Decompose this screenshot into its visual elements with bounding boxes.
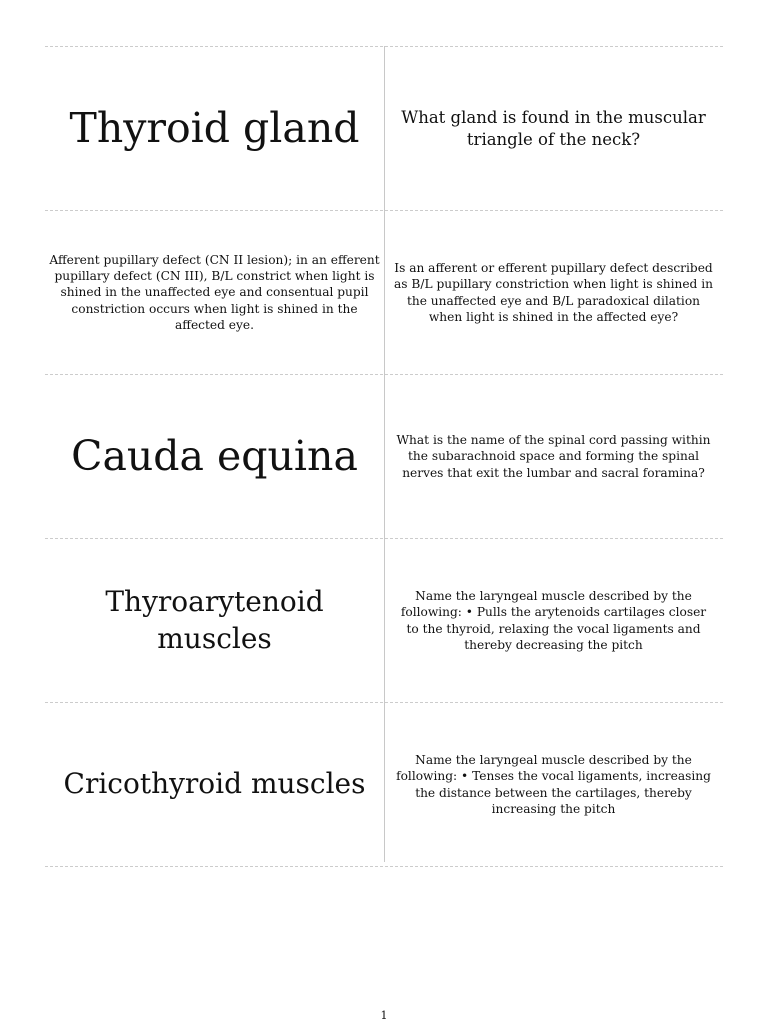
card-question xyxy=(384,47,723,210)
question-text: Name the laryngeal muscle described by the following: • Pulls the arytenoids cartilages closer to the thyroid, relaxing the vocal ligaments and thereby decreasing the pitch xyxy=(400,589,707,652)
card-answer xyxy=(45,375,384,538)
column-divider xyxy=(384,46,385,862)
question-text: Is an afferent or efferent pupillary defect described as B/L pupillary constriction when light is shined in the unaffected eye and B/L paradoxical dilation when light is shined in the affected eye? xyxy=(394,261,713,324)
answer-text: Cauda equina xyxy=(71,431,358,480)
card-answer xyxy=(45,47,384,210)
question-text: What gland is found in the muscular triangle of the neck? xyxy=(401,108,706,149)
answer-text: Thyroarytenoid muscles xyxy=(105,585,324,655)
question-text: Name the laryngeal muscle described by the following: • Tenses the vocal ligaments, increasing the distance between the cartilages, thereby increasing the pitch xyxy=(396,753,711,816)
page-number: 1 xyxy=(380,1009,388,1022)
card-answer xyxy=(45,703,384,866)
card-question xyxy=(384,703,723,866)
card-question xyxy=(384,211,723,374)
question-text: What is the name of the spinal cord passing within the subarachnoid space and forming the spinal nerves that exit the lumbar and sacral foramina? xyxy=(396,433,711,480)
card-answer xyxy=(45,539,384,702)
answer-text: Afferent pupillary defect (CN II lesion); in an efferent pupillary defect (CN III), B/L constrict when light is shined in the unaffected eye and consentual pupil constriction occurs when light is shined in the affected eye. xyxy=(49,252,380,332)
answer-text: Thyroid gland xyxy=(69,103,360,152)
answer-text: Cricothyroid muscles xyxy=(63,767,366,801)
card-answer xyxy=(45,211,384,374)
card-question xyxy=(384,375,723,538)
card-question xyxy=(384,539,723,702)
